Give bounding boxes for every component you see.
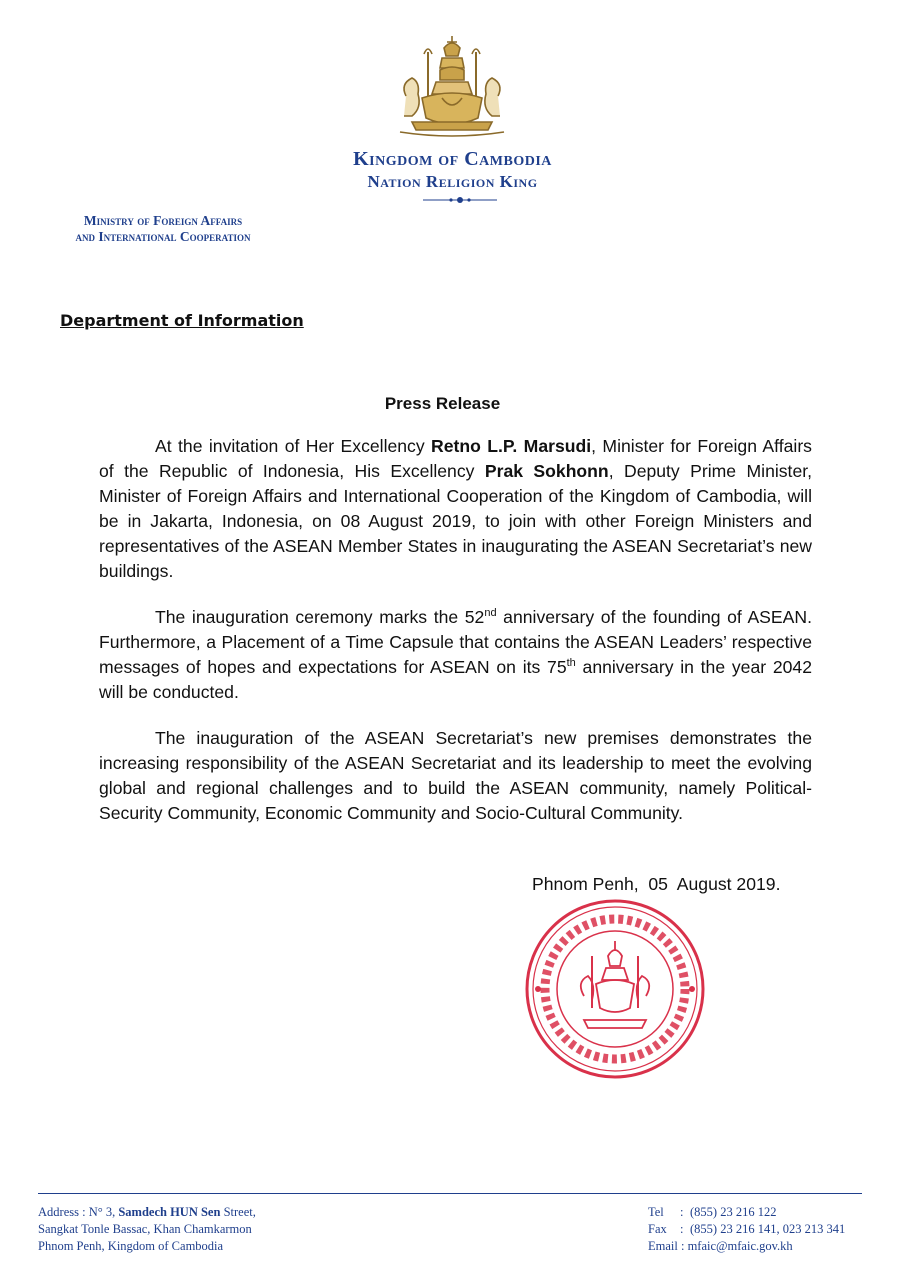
fax-line: Fax : (855) 23 216 141, 023 213 341 <box>648 1222 846 1236</box>
ministry-name-line1: Ministry of Foreign Affairs <box>83 213 243 228</box>
royal-emblem-icon <box>392 34 512 142</box>
email-line: Email : mfaic@mfaic.gov.kh <box>648 1239 793 1253</box>
paragraph-2: The inauguration ceremony marks the 52nd anniversary of the founding of ASEAN. Furthermore, a Placement of a Time Capsule that contains the ASEAN Leaders’ respective messages of hopes and expectations for ASEAN on its 75th anniversary in the year 2042 will be conducted. <box>99 607 812 702</box>
kingdom-title: Kingdom of Cambodia <box>353 148 552 170</box>
document-title: Press Release <box>384 394 501 413</box>
address-line2: Sangkat Tonle Bassac, Khan Chamkarmon <box>38 1222 252 1236</box>
address-line3: Phnom Penh, Kingdom of Cambodia <box>38 1239 224 1253</box>
paragraph-1: At the invitation of Her Excellency Retno L.P. Marsudi, Minister for Foreign Affairs of the Republic of Indonesia, His Excellency Prak Sokhonn, Deputy Prime Minister, Minister of Foreign Affairs and International Cooperation of the Kingdom of Cambodia, will be in Jakarta, Indonesia, on 08 August 2019, to join with other Foreign Ministers and representatives of the ASEAN Member States in inaugurating the ASEAN Secretariat’s new buildings. <box>99 436 813 581</box>
department-heading: Department of Information <box>60 311 304 330</box>
paragraph-3: The inauguration of the ASEAN Secretariat’s new premises demonstrates the increasing responsibility of the ASEAN Secretariat and its leadership to meet the evolving global and regional challenges and to build the ASEAN community, namely Political-Security Community, Economic Community and Socio-Cultural Community. <box>99 728 812 823</box>
national-motto: Nation Religion King <box>367 172 538 191</box>
ministry-name-line2: and International Cooperation <box>75 229 251 244</box>
official-seal-icon <box>522 896 708 1082</box>
footer-divider <box>38 1193 862 1194</box>
footer-contact <box>648 1204 845 1255</box>
dateline: Phnom Penh, 05 August 2019. <box>532 874 781 894</box>
email-link[interactable]: mfaic@mfaic.gov.kh <box>687 1239 793 1253</box>
ornament-divider-icon <box>423 195 497 205</box>
footer-address <box>38 1204 256 1255</box>
tel-line: Tel : (855) 23 216 122 <box>648 1205 777 1219</box>
address-line1: Address : N° 3, Samdech HUN Sen Street, <box>38 1205 256 1219</box>
